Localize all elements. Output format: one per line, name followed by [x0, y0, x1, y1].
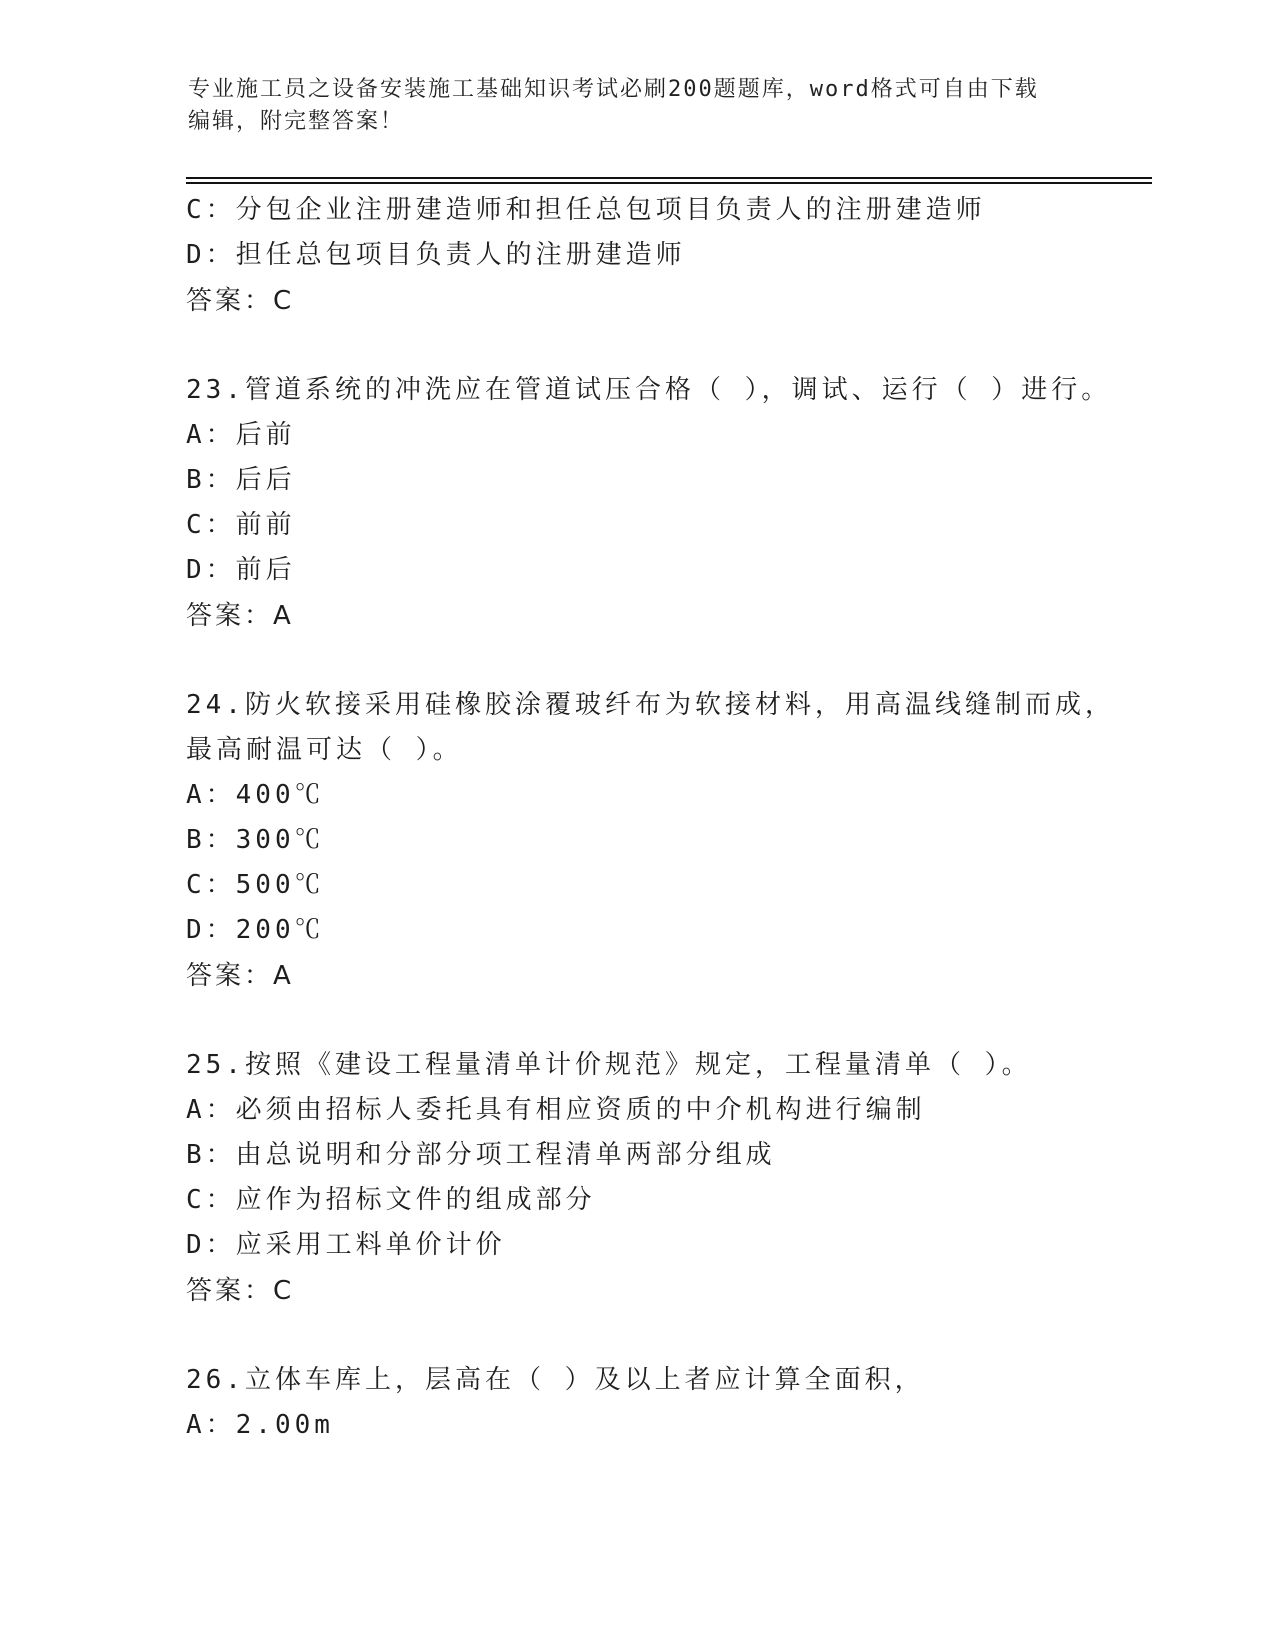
- header-divider-top: [186, 177, 1152, 179]
- question-block-partial: [186, 188, 1146, 324]
- question-stem: 26.立体车库上，层高在（ ）及以上者应计算全面积，: [186, 1365, 925, 1395]
- question-stem: 25.按照《建设工程量清单计价规范》规定，工程量清单（ ）。: [186, 1050, 1032, 1080]
- question-stem: 23.管道系统的冲洗应在管道试压合格（ ），调试、运行（ ）进行。: [186, 375, 1112, 405]
- option-c: C：前前: [186, 510, 296, 540]
- option-d: D：担任总包项目负责人的注册建造师: [186, 240, 686, 270]
- option-d: D：200℃: [186, 915, 325, 945]
- option-c: C：500℃: [186, 870, 325, 900]
- header-divider-bottom: [186, 182, 1152, 184]
- document-header: [188, 74, 1088, 138]
- question-block-26: [186, 1358, 1146, 1448]
- option-d: D：前后: [186, 555, 296, 585]
- option-d: D：应采用工料单价计价: [186, 1230, 506, 1260]
- option-b: B：300℃: [186, 825, 325, 855]
- option-b: B：后后: [186, 465, 296, 495]
- option-c: C：分包企业注册建造师和担任总包项目负责人的注册建造师: [186, 195, 986, 225]
- option-a: A：必须由招标人委托具有相应资质的中介机构进行编制: [186, 1095, 926, 1125]
- option-c: C：应作为招标文件的组成部分: [186, 1185, 596, 1215]
- answer-line: 答案：A: [186, 961, 294, 991]
- header-line-1: 专业施工员之设备安装施工基础知识考试必刷200题题库，word格式可自由下载: [188, 77, 1039, 102]
- question-stem-line-2: 最高耐温可达（ ）。: [186, 735, 463, 765]
- header-line-2: 编辑，附完整答案！: [188, 109, 405, 134]
- question-block-23: [186, 368, 1146, 639]
- option-b: B：由总说明和分部分项工程清单两部分组成: [186, 1140, 776, 1170]
- question-list: [186, 188, 1146, 1448]
- option-a: A：400℃: [186, 780, 325, 810]
- option-a: A：后前: [186, 420, 296, 450]
- question-block-24: [186, 683, 1146, 999]
- answer-line: 答案：C: [186, 1276, 295, 1306]
- question-block-25: [186, 1043, 1146, 1314]
- answer-line: 答案：C: [186, 286, 295, 316]
- answer-line: 答案：A: [186, 601, 294, 631]
- question-stem-line-1: 24.防火软接采用硅橡胶涂覆玻纤布为软接材料，用高温线缝制而成，: [186, 690, 1115, 720]
- option-a: A：2.00m: [186, 1410, 334, 1440]
